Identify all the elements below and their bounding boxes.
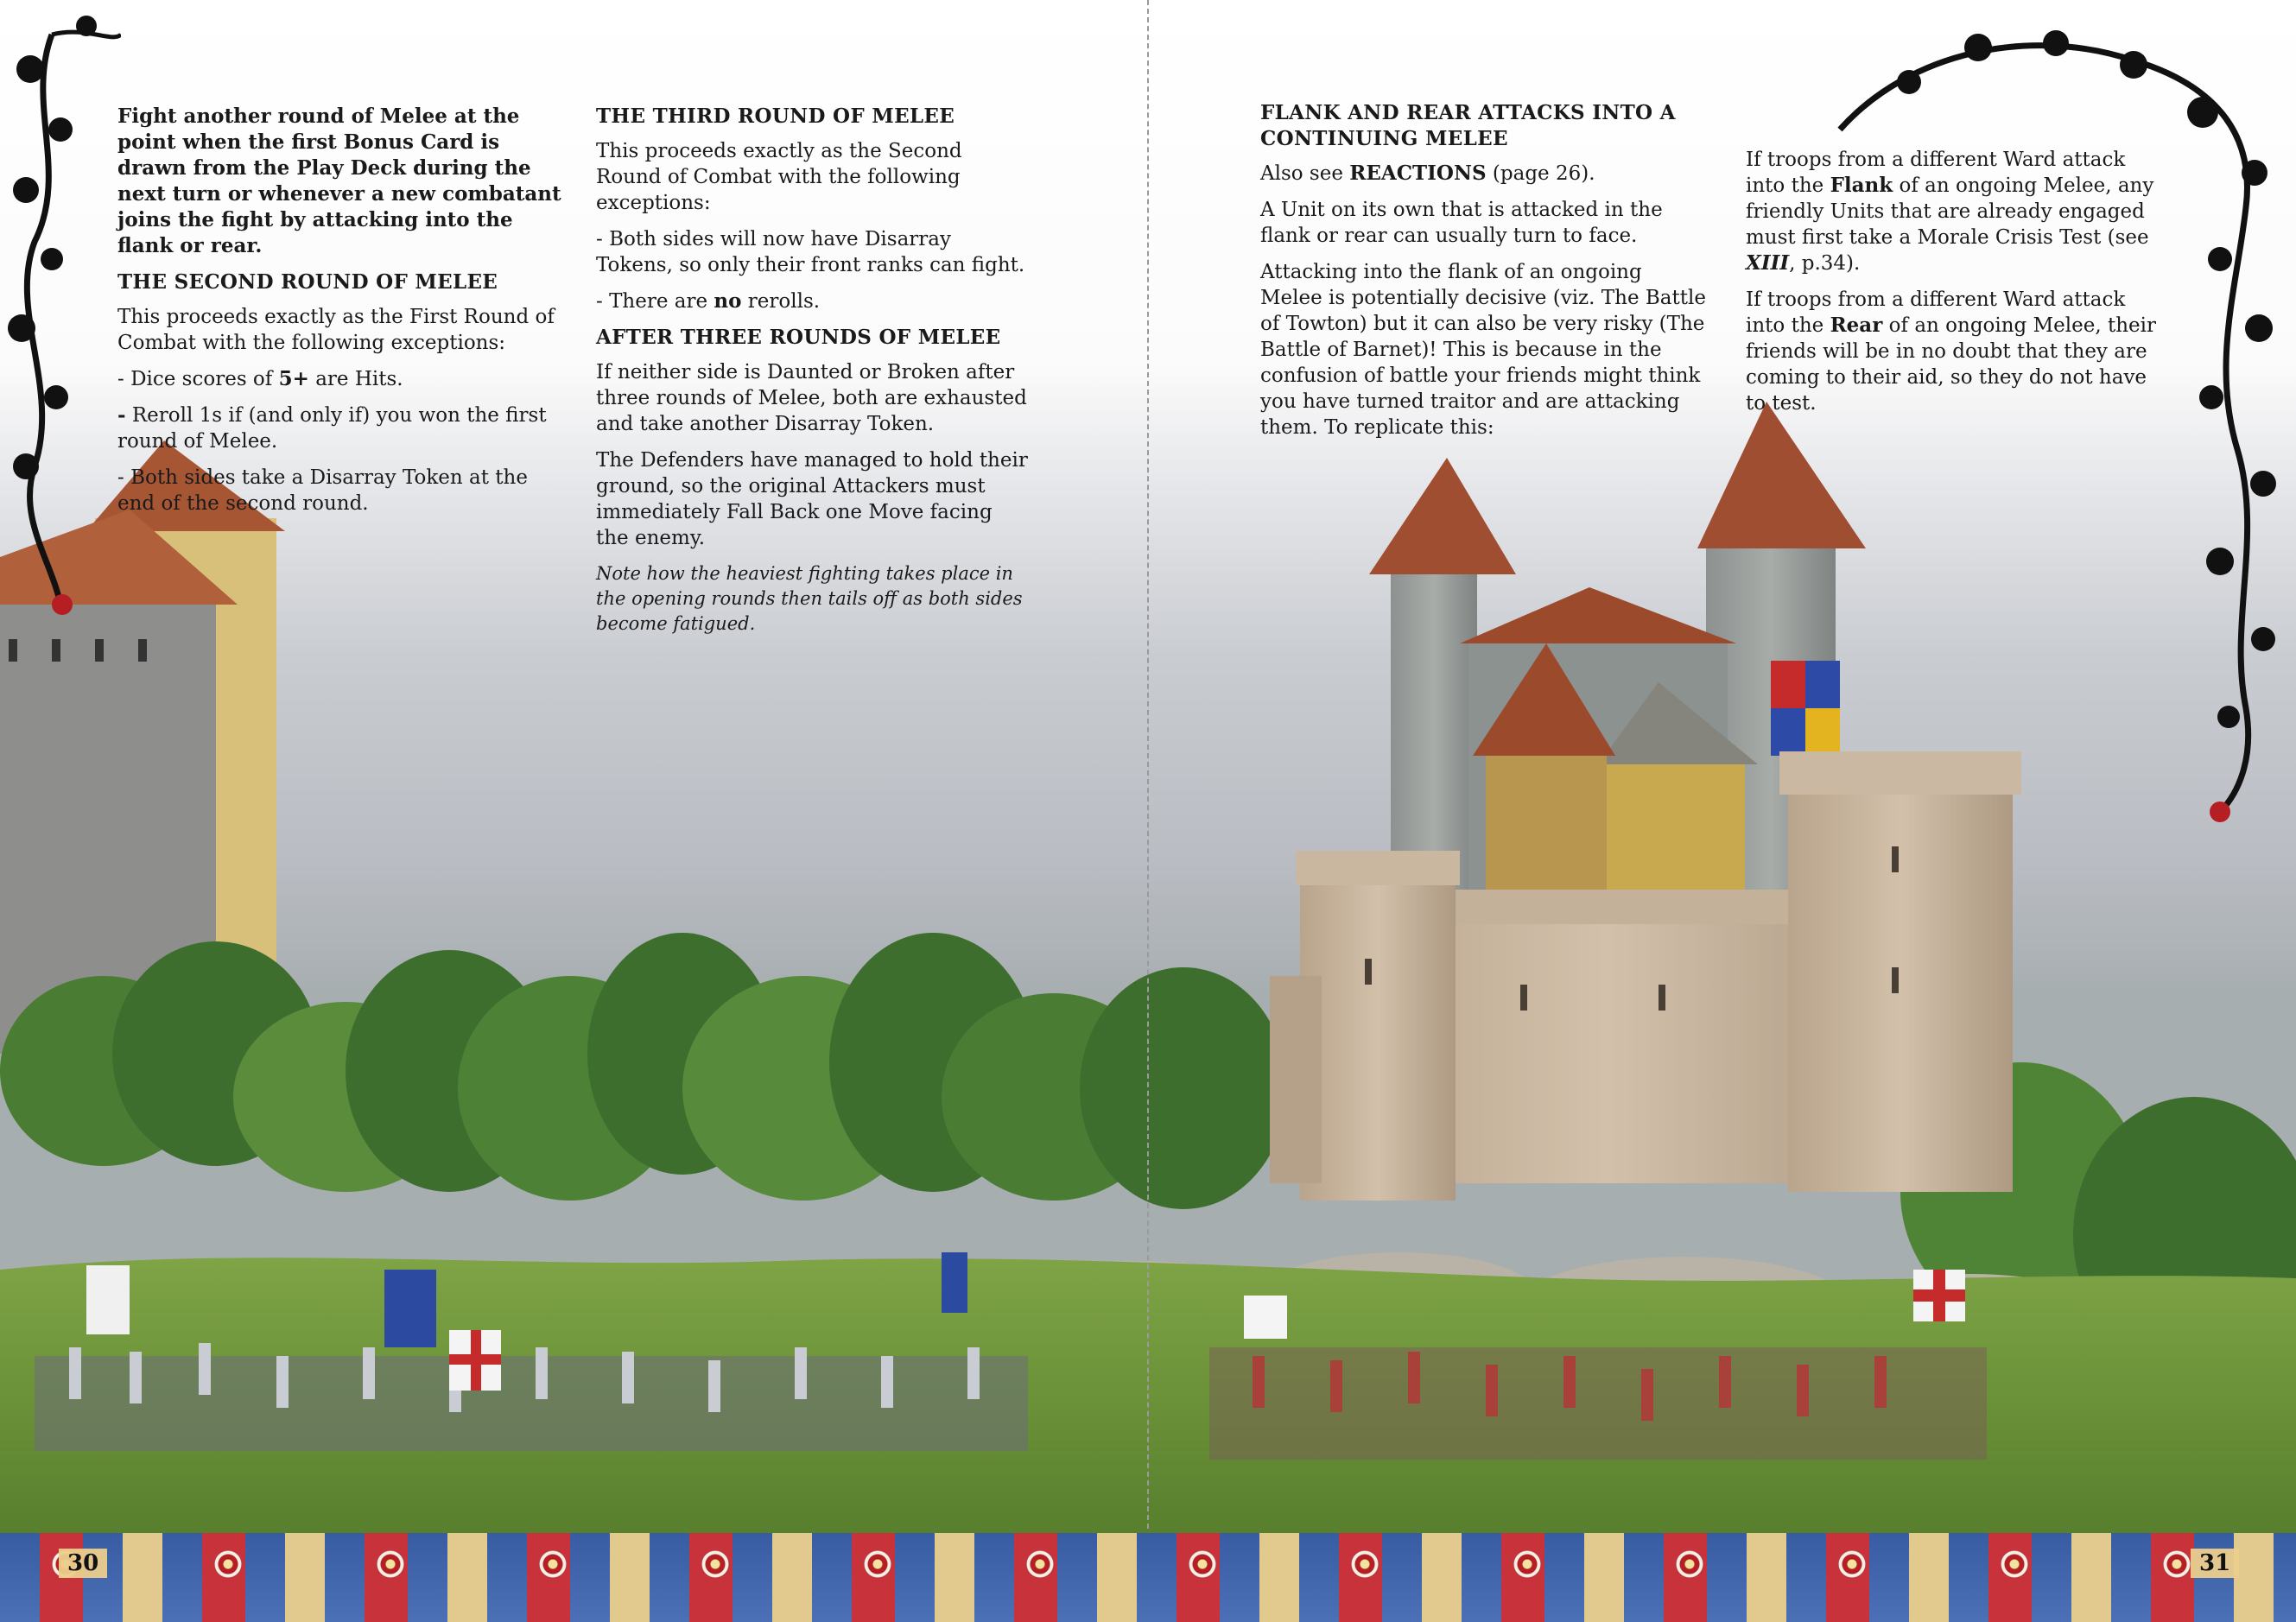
tudor-rose-icon xyxy=(1513,1550,1541,1578)
ref-text: (page 26). xyxy=(1486,162,1595,185)
rule-text: - There are xyxy=(596,290,714,313)
rule-bold: Rear xyxy=(1830,314,1883,337)
melee-intro-paragraph: Fight another round of Melee at the point when the first Bonus Card is drawn from the Play Deck during the next turn or whenever a new combatant joins the fight by attacking into the flank or rear. xyxy=(117,105,561,257)
left-column-1 xyxy=(117,104,567,527)
third-round-rule-1: - Both sides will now have Disarray Tokens, so only their front ranks can fight. xyxy=(596,228,1025,276)
rule-text: rerolls. xyxy=(741,290,821,313)
right-page xyxy=(1148,0,2296,1622)
right-page-number: 31 xyxy=(2191,1549,2239,1578)
third-round-heading: THE THIRD ROUND OF MELEE xyxy=(596,105,955,128)
second-round-description: This proceeds exactly as the First Round of Combat with the following exceptions: xyxy=(117,306,555,354)
turn-to-face-paragraph: A Unit on its own that is attacked in the flank or rear can usually turn to face. xyxy=(1260,199,1663,247)
rule-text: of an ongoing Melee, their friends will be in no doubt that they are coming to their aid, so they do not have to test. xyxy=(1746,314,2156,415)
rule-bold: Flank xyxy=(1830,174,1893,197)
ref-bold: REACTIONS xyxy=(1349,162,1487,185)
second-round-rule-1 xyxy=(117,366,567,392)
tudor-rose-icon xyxy=(2001,1550,2028,1578)
tudor-rose-icon xyxy=(1351,1550,1379,1578)
flank-rule-paragraph xyxy=(1746,147,2160,276)
rear-rule-paragraph xyxy=(1746,287,2160,416)
rule-bold: no xyxy=(714,289,742,313)
rule-text: Reroll 1s if (and only if) you won the first round of Melee. xyxy=(117,404,547,453)
rule-bold: XIII xyxy=(1746,251,1790,275)
tudor-rose-icon xyxy=(214,1550,242,1578)
tudor-rose-icon xyxy=(1676,1550,1703,1578)
tudor-rose-icon xyxy=(539,1550,567,1578)
rule-text: If troops from a different Ward attack into the xyxy=(1746,149,2126,197)
tudor-rose-icon xyxy=(1026,1550,1054,1578)
flank-risk-paragraph: Attacking into the flank of an ongoing Melee is potentially decisive (viz. The Battle of Towton) but it can also be very risky (The Battle of Barnet)! This is because in the confusion of battle your friends might think you have turned traitor and are attacking them. To replicate this: xyxy=(1260,261,1706,439)
tudor-rose-icon xyxy=(2163,1550,2191,1578)
after-three-rounds-p1: If neither side is Daunted or Broken after three rounds of Melee, both are exhausted and take another Disarray Token. xyxy=(596,361,1027,435)
after-three-rounds-p2: The Defenders have managed to hold their ground, so the original Attackers must immediately Fall Back one Move facing the enemy. xyxy=(596,449,1028,549)
rule-text: - Dice scores of xyxy=(117,368,279,390)
rule-text: , p.34). xyxy=(1789,252,1861,275)
rule-bold: 5+ xyxy=(278,367,309,390)
rule-bold: - xyxy=(117,403,126,427)
tudor-rose-icon xyxy=(864,1550,891,1578)
tudor-rose-icon xyxy=(1189,1550,1216,1578)
tudor-rose-icon xyxy=(1838,1550,1866,1578)
second-round-heading: THE SECOND ROUND OF MELEE xyxy=(117,270,498,294)
left-page-number: 30 xyxy=(59,1549,107,1578)
right-column-2 xyxy=(1746,147,2160,427)
rule-text: of an ongoing Melee, any friendly Units that are already engaged must first take a Morale Crisis Test (see xyxy=(1746,174,2154,249)
ref-text: Also see xyxy=(1260,162,1350,185)
third-round-description: This proceeds exactly as the Second Round of Combat with the following exceptions: xyxy=(596,140,962,214)
rule-text: If troops from a different Ward attack into the xyxy=(1746,288,2126,337)
left-column-2 xyxy=(596,104,1028,647)
heraldic-footer-band xyxy=(0,1533,2296,1622)
second-round-rule-3: - Both sides take a Disarray Token at the end of the second round. xyxy=(117,466,528,515)
flank-rear-heading: FLANK AND REAR ATTACKS INTO A CONTINUING MELEE xyxy=(1260,101,1676,150)
rule-text: are Hits. xyxy=(308,368,403,390)
second-round-rule-2 xyxy=(117,402,567,454)
tudor-rose-icon xyxy=(701,1550,729,1578)
tudor-rose-icon xyxy=(377,1550,404,1578)
after-three-rounds-heading: AFTER THREE ROUNDS OF MELEE xyxy=(596,326,1001,349)
right-column-1 xyxy=(1260,100,1709,451)
reactions-reference xyxy=(1260,161,1709,187)
fatigue-note: Note how the heaviest fighting takes place in the opening rounds then tails off as both sides become fatigued. xyxy=(596,563,1023,634)
third-round-rule-2 xyxy=(596,288,1028,314)
